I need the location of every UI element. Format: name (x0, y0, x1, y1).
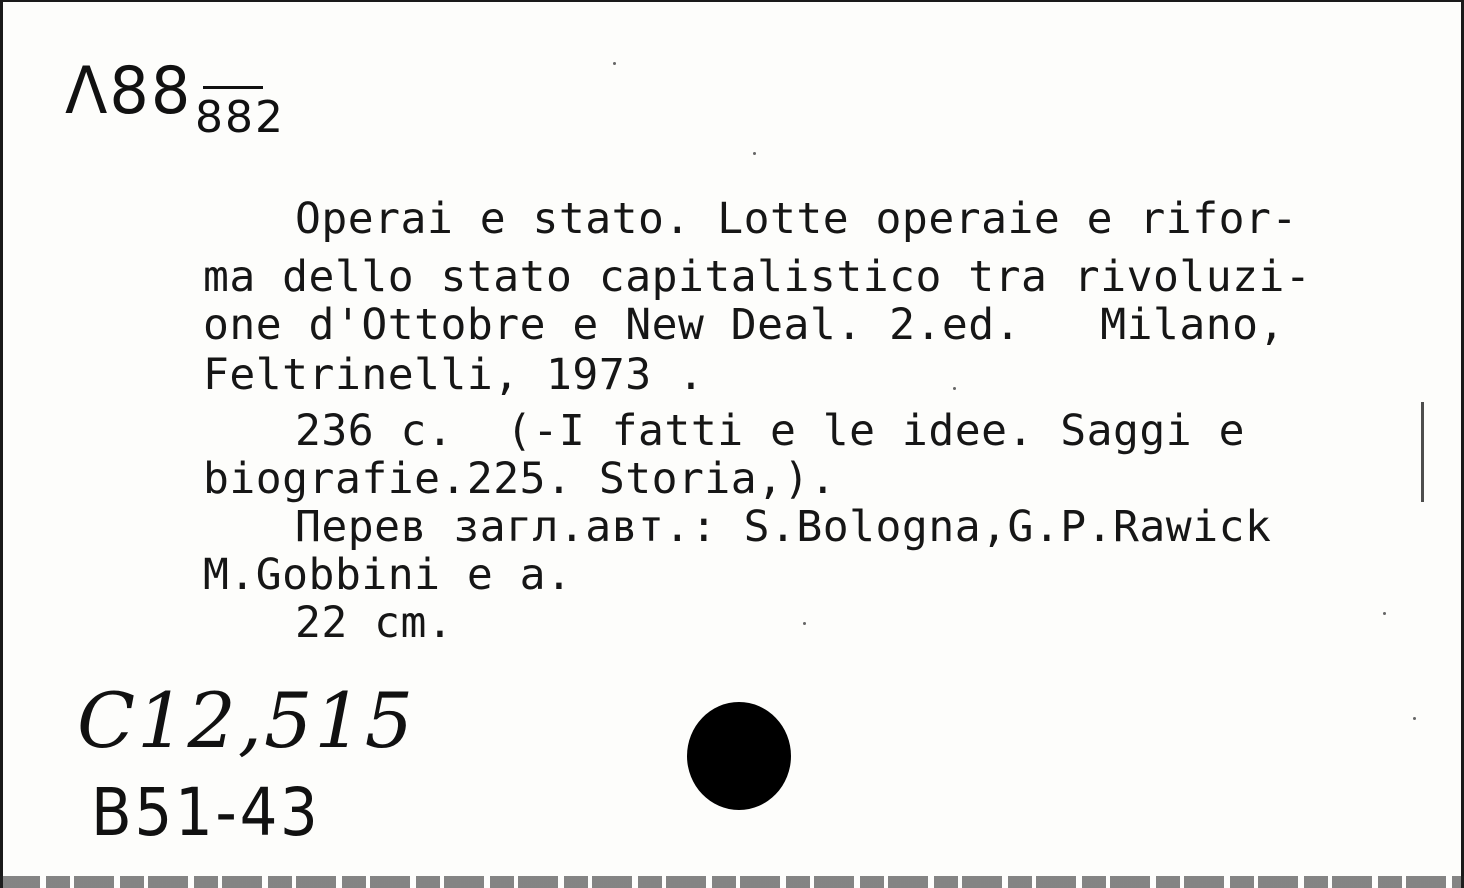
handwritten-inventory: B51-43 (91, 774, 321, 851)
handwritten-code: C12,515 (77, 676, 416, 765)
speck (1413, 717, 1416, 720)
entry-line-3: one d'Ottobre e New Deal. 2.ed. Milano, (203, 300, 1285, 350)
margin-mark (1421, 402, 1424, 502)
entry-line-4: Feltrinelli, 1973 . (203, 350, 705, 400)
entry-line-6: biografie.225. Storia,). (203, 454, 837, 504)
card-bottom-edge (0, 876, 1464, 888)
speck (613, 62, 616, 65)
call-number-sub: 882 (195, 92, 285, 143)
speck (753, 152, 756, 155)
entry-line-2: ma dello stato capitalistico tra rivoluzi- (203, 252, 1312, 302)
speck (1383, 612, 1386, 615)
speck (953, 387, 956, 390)
punch-hole (687, 702, 791, 810)
speck (803, 622, 806, 625)
entry-line-5: 236 c. (-I fatti e le idee. Saggi e (295, 406, 1245, 456)
entry-line-8: M.Gobbini e a. (203, 550, 573, 600)
call-number-divider (203, 86, 263, 89)
call-number-main: Λ88 (65, 52, 193, 129)
entry-line-9: 22 cm. (295, 598, 454, 648)
entry-line-7: Перев загл.авт.: S.Bologna,G.P.Rawick (295, 502, 1272, 552)
entry-line-1: Operai e stato. Lotte operaie e rifor- (295, 194, 1298, 244)
